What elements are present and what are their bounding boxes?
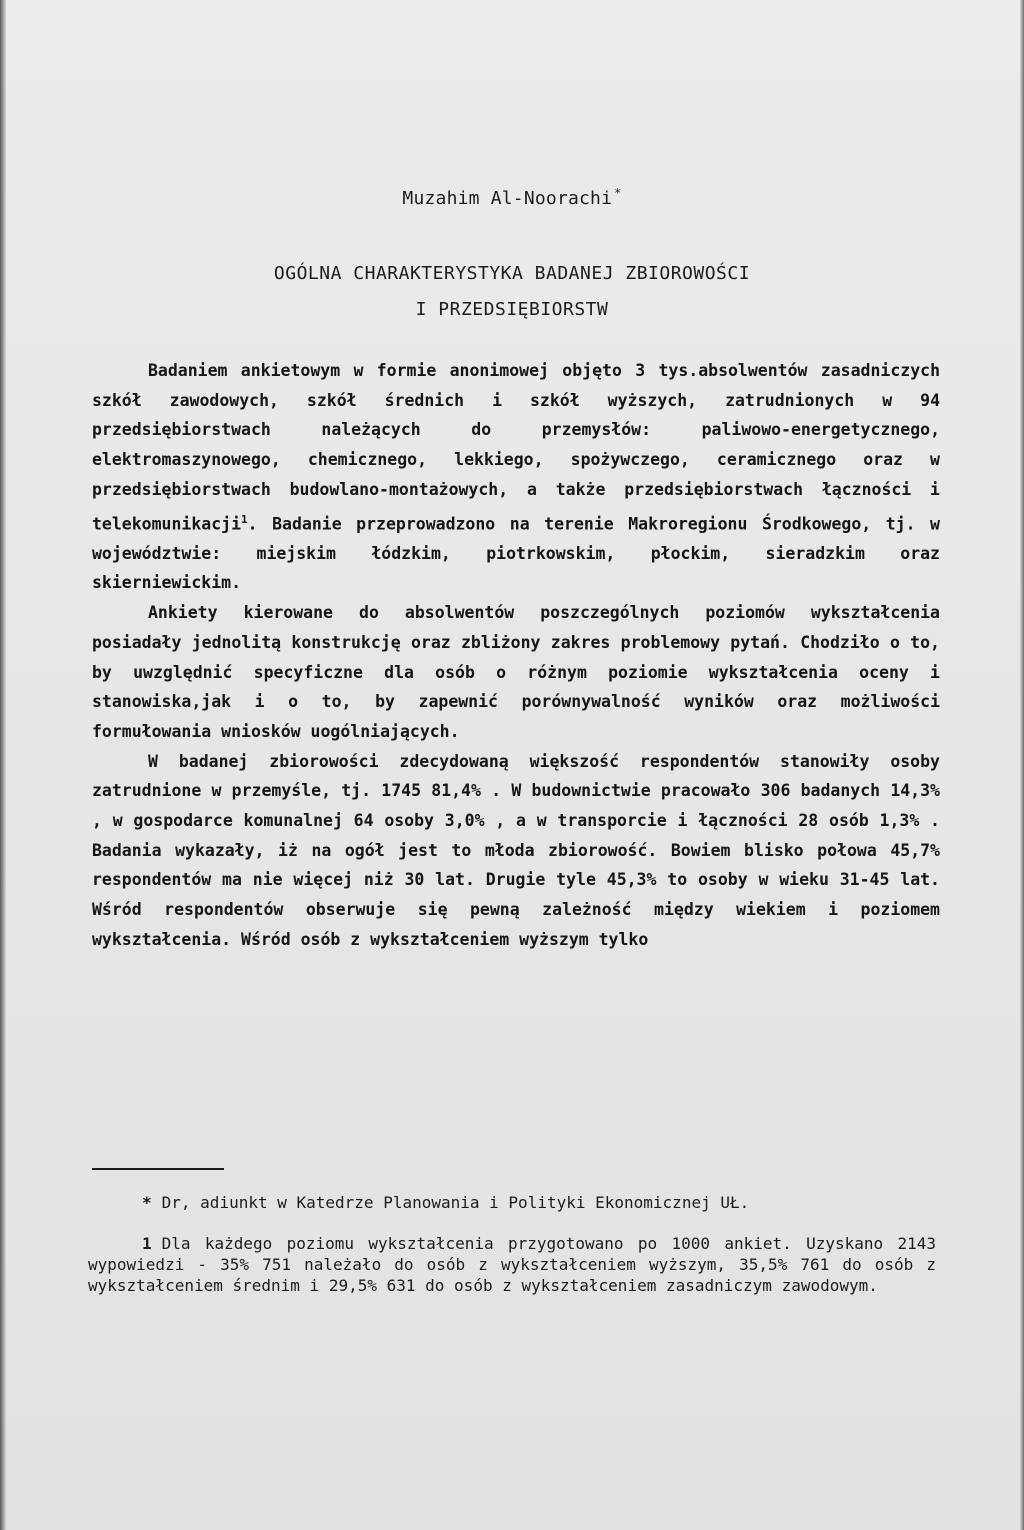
paragraph-1 [92, 356, 940, 598]
page-edge-shadow-left [0, 0, 6, 1530]
page-edge-shadow-right [1020, 0, 1024, 1530]
footnote-separator [92, 1168, 224, 1170]
paragraph-2: Ankiety kierowane do absolwentów poszczególnych poziomów wykształcenia posiadały jednolitą konstrukcję oraz zbliżony zakres problemowy pytań. Chodziło o to, by uwzględnić specyficzne dla osób o różnym poziomie wykształcenia oceny i stanowiska,jak i o to, by zapewnić porównywalność wyników oraz możliwości formułowania wniosków uogólniających. [92, 603, 940, 741]
article-title [0, 256, 1024, 328]
author-name: Muzahim Al-Noorachi [402, 188, 613, 209]
paragraph-1-text: Badaniem ankietowym w formie anonimowej objęto 3 tys.absolwentów zasadniczych szkół zawodowych, szkół średnich i szkół wyższych, zatrudnionych w 94 przedsiębiorstwach należących do przemysłów: paliwowo-energetycznego, elektromaszynowego, chemicznego, lekkiego, spożywczego, ceramicznego oraz w przedsiębiorstwach budowlano-montażowych, a także przedsiębiorstwach łączności i telekomunikacji [92, 361, 940, 534]
article-body [92, 356, 940, 955]
footnote-1-text: Dla każdego poziomu wykształcenia przygotowano po 1000 ankiet. Uzyskano 2143 wypowiedzi - 35% 751 należało do osób z wykształceniem wyższym, 35,5% 761 do osób z wykształceniem średnim i 29,5% 631 do osób z wykształceniem zasadniczym zawodowym. [88, 1234, 936, 1295]
footnote-1 [88, 1233, 936, 1296]
paragraph-1-tail: . Badanie przeprowadzono na terenie Makroregionu Środkowego, tj. w województwie: miejskim łódzkim, piotrkowskim, płockim, sieradzkim oraz skierniewickim. [92, 514, 940, 593]
paragraph-3: W badanej zbiorowości zdecydowaną większość respondentów stanowiły osoby zatrudnione w przemyśle, tj. 1745 81,4% . W budownictwie pracowało 306 badanych 14,3% , w gospodarce komunalnej 64 osoby 3,0% , a w transporcie i łączności 28 osób 1,3% . Badania wykazały, iż na ogół jest to młoda zbiorowość. Bowiem blisko połowa 45,7% respondentów ma nie więcej niż 30 lat. Drugie tyle 45,3% to osoby w wieku 31-45 lat. Wśród respondentów obserwuje się pewną zależność między wiekiem i poziomem wykształcenia. Wśród osób z wykształceniem wyższym tylko [92, 751, 940, 949]
footnotes [88, 1192, 936, 1316]
footnote-ref-1: 1 [241, 512, 248, 526]
title-line-1: OGÓLNA CHARAKTERYSTYKA BADANEJ ZBIOROWOŚCI [273, 263, 751, 284]
footnote-author [88, 1192, 936, 1213]
footnote-author-text: Dr, adiunkt w Katedrze Planowania i Polityki Ekonomicznej UŁ. [161, 1193, 750, 1212]
footnote-1-mark: 1 [142, 1234, 152, 1253]
footnote-author-mark: * [142, 1193, 152, 1212]
author-line [0, 186, 1024, 209]
author-footnote-mark: * [614, 186, 622, 200]
title-line-2: I PRZEDSIĘBIORSTW [415, 299, 609, 320]
